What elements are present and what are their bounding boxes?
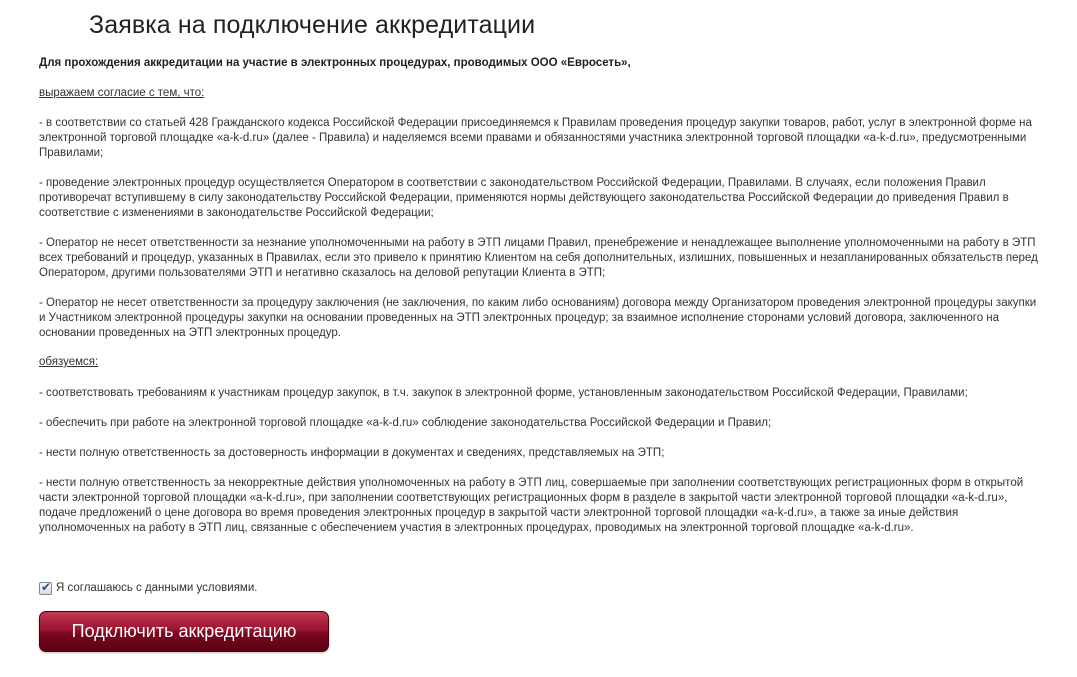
agree-item: - в соответствии со статьей 428 Гражданского кодекса Российской Федерации присоединяемся к Правилам проведения процедур закупки товаров, работ, услуг в электронной форме на электронной торговой площадке «a-k-d.ru» (далее - Правила) и наделяемся всеми правами и обязанностями участника электронной торговой площадки «a-k-d.ru», предусмотренными Правилами;: [39, 117, 1032, 159]
oblige-item: - нести полную ответственность за достоверность информации в документах и сведениях, представляемых на ЭТП;: [39, 447, 665, 459]
agree-checkbox-label[interactable]: Я соглашаюсь с данными условиями.: [56, 582, 258, 594]
intro-text: Для прохождения аккредитации на участие в электронных процедурах, проводимых ООО «Евросеть»,: [39, 57, 631, 69]
agree-item: - Оператор не несет ответственности за незнание уполномоченными на работу в ЭТП лицами Правил, пренебрежение и ненадлежащее выполнение уполномоченными на работу в ЭТП всех требований и процедур, указанных в Правилах, если это привело к принятию Клиентом на себя дополнительных, излишних, повышенных и незапланированных обязательств перед Оператором, другими пользователями ЭТП и негативно сказалось на деловой репутации Клиента в ЭТП;: [39, 237, 1038, 279]
oblige-item: - нести полную ответственность за некорректные действия уполномоченных на работу в ЭТП лиц, совершаемые при заполнении соответствующих регистрационных форм в открытой части электронной торговой площадки «a-k-d.ru», при заполнении соответствующих регистрационных форм в разделе в закрытой части электронной торговой площадки «a-k-d.ru», подаче предложений о цене договора во время проведения электронных процедур в закрытой части электронной торговой площадки «a-k-d.ru», а также за иные действия уполномоченных на работу в ЭТП лиц, связанные с обеспечением участия в электронных процедурах, проводимых на электронной торговой площадке «a-k-d.ru».: [39, 477, 1024, 534]
agree-heading: выражаем согласие с тем, что:: [39, 87, 205, 99]
oblige-heading: обязуемся:: [39, 356, 99, 368]
oblige-item: - обеспечить при работе на электронной торговой площадке «a-k-d.ru» соблюдение законодательства Российской Федерации и Правил;: [39, 417, 772, 429]
page-title: Заявка на подключение аккредитации: [89, 11, 536, 39]
oblige-item: - соответствовать требованиям к участникам процедур закупок, в т.ч. закупок в электронной форме, установленным законодательством Российской Федерации, Правилами;: [39, 387, 968, 399]
agree-item: - Оператор не несет ответственности за процедуру заключения (не заключения, по каким либо основаниям) договора между Организатором проведения электронной процедуры закупки и Участником электронной процедуры закупки на основании проведенных на ЭТП электронных процедур; за взаимное исполнение сторонами условий договора, заключенного на основании проведенных на ЭТП электронных процедур.: [39, 297, 1037, 339]
agree-item: - проведение электронных процедур осуществляется Оператором в соответствии с законодательством Российской Федерации, Правилами. В случаях, если положения Правил противоречат вступившему в силу законодательству Российской Федерации, применяются нормы действующего законодательства Российской Федерации до приведения Правил в соответствие с изменениями в законодательстве Российской Федерации;: [39, 177, 1009, 219]
connect-accreditation-button[interactable]: Подключить аккредитацию: [39, 611, 329, 652]
agree-checkbox[interactable]: [39, 579, 52, 595]
agree-row: [39, 580, 257, 596]
checkmark-icon: ✔: [41, 579, 52, 594]
